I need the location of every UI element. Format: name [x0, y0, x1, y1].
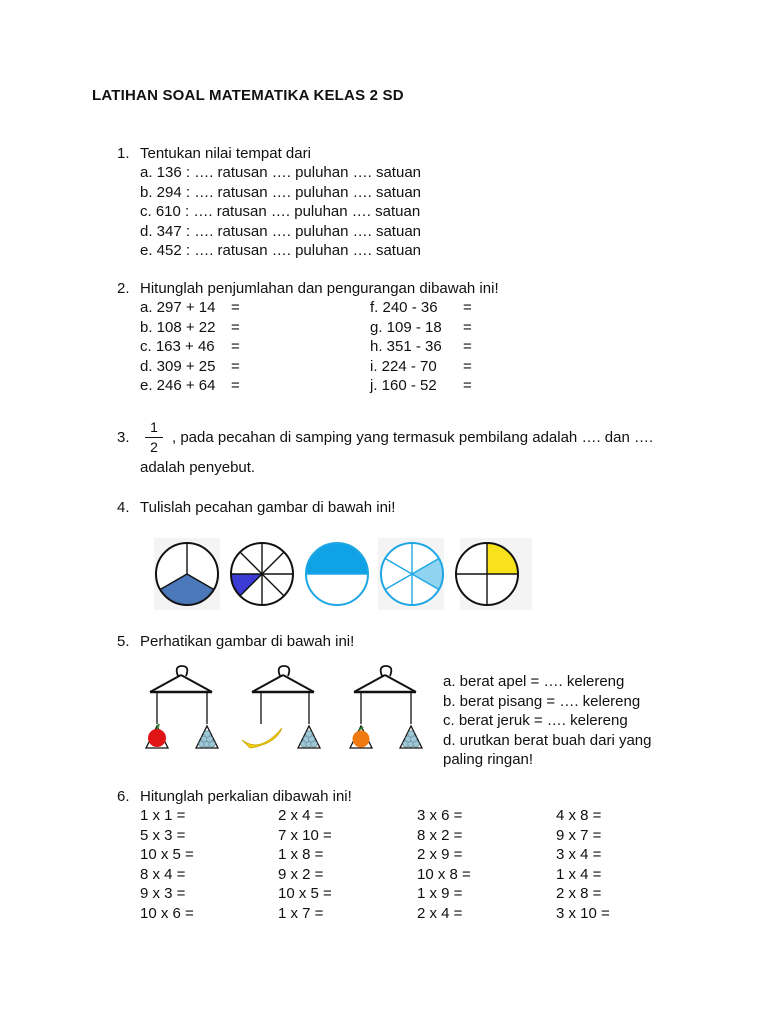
banana-icon [242, 728, 282, 748]
q1-number: 1. [117, 145, 130, 162]
fraction-circle-4 [381, 543, 443, 605]
q2-item-d: d. 309 + 25 [140, 357, 216, 375]
multiplication-item: 10 x 5 = [278, 885, 332, 902]
multiplication-item: 9 x 2 = [278, 865, 324, 883]
multiplication-item: 10 x 8 = [417, 865, 471, 883]
q5-item-c: c. berat jeruk = …. kelereng [443, 712, 628, 729]
q2-item-i: i. 224 - 70 [370, 357, 437, 375]
q2-number: 2. [117, 280, 130, 297]
q6-number: 6. [117, 788, 130, 805]
q4-prompt: Tulislah pecahan gambar di bawah ini! [140, 499, 396, 516]
multiplication-item: 10 x 5 = [140, 846, 194, 863]
page-title: LATIHAN SOAL MATEMATIKA KELAS 2 SD [92, 87, 404, 104]
multiplication-item: 2 x 4 = [417, 904, 463, 922]
multiplication-item: 10 x 6 = [140, 904, 194, 922]
q2-right-column [370, 298, 442, 396]
q5-number: 5. [117, 633, 130, 650]
q1-item-c: c. 610 : …. ratusan …. puluhan …. satuan [140, 203, 421, 220]
q6-column-3 [417, 806, 471, 923]
q1-prompt: Tentukan nilai tempat dari [140, 145, 311, 162]
q2-item-a: a. 297 + 14 [140, 299, 216, 316]
q3-text-line1: , pada pecahan di samping yang termasuk pembilang adalah …. dan …. [172, 429, 654, 446]
q5-prompt: Perhatikan gambar di bawah ini! [140, 633, 355, 650]
multiplication-item: 2 x 8 = [556, 885, 602, 902]
fraction-numerator: 1 [150, 419, 158, 435]
multiplication-item: 9 x 7 = [556, 826, 602, 844]
equals-sign: = [231, 338, 240, 355]
q2-left-equals [231, 298, 240, 396]
multiplication-item: 5 x 3 = [140, 826, 186, 844]
equals-sign: = [231, 377, 240, 394]
q2-item-g: g. 109 - 18 [370, 318, 442, 336]
q2-prompt: Hitunglah penjumlahan dan pengurangan dibawah ini! [140, 280, 499, 297]
fraction-circle-1 [156, 543, 218, 605]
fraction-bar [145, 437, 163, 438]
fraction-circle-3 [306, 543, 368, 605]
multiplication-item: 8 x 2 = [417, 826, 463, 844]
fraction-denominator: 2 [150, 439, 158, 455]
q5-item-a: a. berat apel = …. kelereng [443, 673, 625, 690]
marbles-icon [403, 731, 419, 747]
equals-sign: = [463, 377, 472, 394]
q5-item-b: b. berat pisang = …. kelereng [443, 692, 641, 710]
scale-orange [350, 666, 422, 748]
q1-items [140, 163, 421, 261]
apple-icon [148, 729, 166, 747]
balance-scales [140, 662, 440, 757]
equals-sign: = [463, 357, 472, 375]
q3-number: 3. [117, 429, 130, 446]
q1-item-d: d. 347 : …. ratusan …. puluhan …. satuan [140, 222, 422, 240]
multiplication-item: 8 x 4 = [140, 865, 186, 883]
q2-item-j: j. 160 - 52 [370, 377, 437, 394]
q2-item-c: c. 163 + 46 [140, 338, 215, 355]
scale-apple [146, 666, 218, 748]
equals-sign: = [463, 299, 472, 316]
multiplication-item: 3 x 4 = [556, 846, 602, 863]
equals-sign: = [231, 318, 240, 336]
shaded-sector [306, 543, 368, 574]
q2-item-f: f. 240 - 36 [370, 299, 438, 316]
multiplication-item: 1 x 4 = [556, 865, 602, 883]
q6-column-4 [556, 806, 610, 923]
equals-sign: = [231, 357, 240, 375]
multiplication-item: 1 x 7 = [278, 904, 324, 922]
multiplication-item: 4 x 8 = [556, 807, 602, 824]
q1-item-b: b. 294 : …. ratusan …. puluhan …. satuan [140, 183, 422, 201]
q1-item-e: e. 452 : …. ratusan …. puluhan …. satuan [140, 242, 422, 259]
equals-sign: = [231, 299, 240, 316]
q2-item-e: e. 246 + 64 [140, 377, 216, 394]
q4-number: 4. [117, 499, 130, 516]
multiplication-item: 1 x 8 = [278, 846, 324, 863]
fraction-one-half [143, 419, 165, 456]
marbles-icon [301, 731, 317, 747]
q2-right-equals [463, 298, 472, 396]
fraction-circle-2 [231, 543, 293, 605]
q6-prompt: Hitunglah perkalian dibawah ini! [140, 788, 352, 805]
multiplication-item: 2 x 4 = [278, 807, 324, 824]
equals-sign: = [463, 338, 472, 355]
multiplication-item: 3 x 6 = [417, 807, 463, 824]
q2-left-column [140, 298, 215, 396]
multiplication-item: 7 x 10 = [278, 826, 332, 844]
equals-sign: = [463, 318, 472, 336]
q3-text-line2: adalah penyebut. [140, 459, 256, 476]
q2-item-h: h. 351 - 36 [370, 338, 442, 355]
q1-item-a: a. 136 : …. ratusan …. puluhan …. satuan [140, 164, 422, 181]
q5-item-d-cont: paling ringan! [443, 751, 534, 768]
scale-banana [242, 666, 320, 748]
multiplication-item: 1 x 9 = [417, 885, 463, 902]
fraction-circles [150, 536, 550, 616]
multiplication-item: 3 x 10 = [556, 904, 610, 922]
multiplication-item: 1 x 1 = [140, 807, 186, 824]
multiplication-item: 2 x 9 = [417, 846, 463, 863]
orange-icon [353, 731, 370, 748]
marbles-icon [199, 731, 215, 747]
q6-column-2 [278, 806, 332, 923]
q2-item-b: b. 108 + 22 [140, 318, 216, 336]
multiplication-item: 9 x 3 = [140, 885, 186, 902]
fraction-circle-5 [456, 543, 518, 605]
q5-item-d: d. urutkan berat buah dari yang [443, 731, 652, 749]
q6-column-1 [140, 806, 194, 923]
q5-items [443, 672, 651, 770]
